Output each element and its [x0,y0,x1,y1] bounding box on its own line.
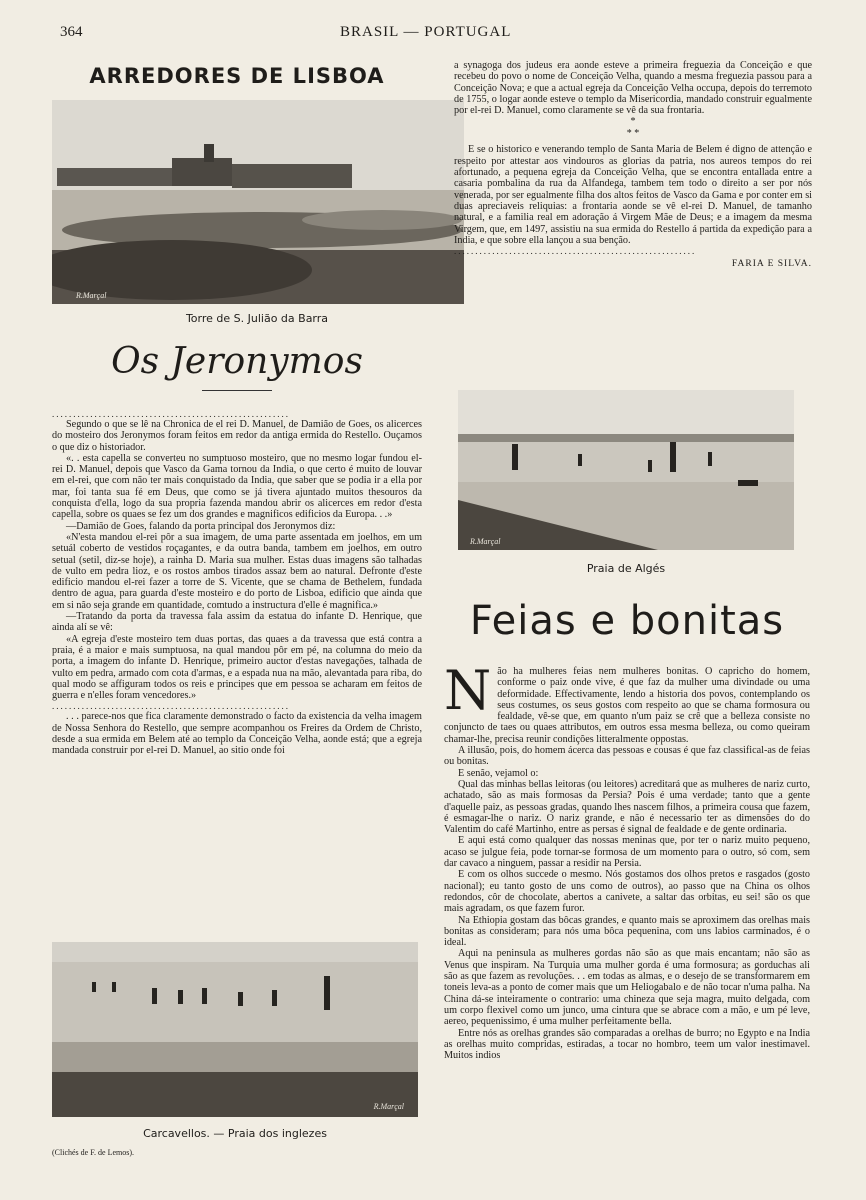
photo1-caption: Torre de S. Julião da Barra [185,312,329,325]
drop-cap: N [444,659,492,722]
paragraph: —Tratando da porta da travessa fala assim da estatua do infante D. Henrique, que ainda alí se vê: [52,611,422,634]
ellipsis-row: ......................................................... [454,246,697,257]
paragraph: «A egreja d'este mosteiro tem duas portas, das quaes a da travessa que está contra a praia, é a maior e mais sumptuosa, na qual mandou pôr em pé, na columna do meio da porta, a imagem do infante D. Henrique, primeiro auctor d'estas navegações, talhada de vulto em pedra, armado com cota d'armas, e a espada nua na mão, alevantada para riba, do qual modo se affiguram todos os reis e principes que em pessoa se acharam em feitos de guerra e n'elles foram vencedores.» [52,633,422,702]
paragraph: —Damião de Goes, falando da porta principal dos Jeronymos diz: [66,520,336,532]
photo3-signature: R.Marçal [373,1102,404,1111]
photo-alges-block [458,390,794,575]
paragraph: «N'esta mandou el-rei pôr a sua imagem, de uma parte assentada em joelhos, em um setuál coberto de vestidos roçagantes, e da outra banda, tambem em joelhos, em outro setual (setil, diz-se hoje), a rainha D. Maria sua mulher. Estas duas imagens são talhadas de vulto em pedra lioz, e os rostos ambos tirados assaz bem ao natural. Defronte d'este edificio mandou el-rei fazer a torre de S. Vicente, que se chama de Bethelem, fundada dentro de agua, para guarda d'este mosteiro e do porto de Lisboa, edificio que ainda que em si não seja grande em quantidade, comtudo a instructura d'elle é magnifica.» [52,531,422,611]
left-column [52,60,422,757]
separator-star: * [630,116,636,128]
photo-torre-sao-juliao [52,100,464,304]
feias-section [444,588,810,1061]
right-column [454,60,812,270]
photo-torre-graphic [52,100,464,304]
photo-alges [458,390,794,550]
first-paragraph-text: ão ha mulheres feias nem mulheres bonitas. O capricho do homem, conforme o paiz onde vive, é que faz da mulher uma divindade ou uma deformidade. Effectivamente, lendo a historia dos povos, contemplando os seus costumes, os seus gostos com respeito ao que se chama formosura ou fealdade, vê-se que, em quanto n'um paiz se crê que a belleza consiste no conjuncto de taes ou quaes attributos, em outros essa mesma belleza, ou como queiram chamar-lhe, precisa reunir condições litteralmente oppostas. [444,666,810,745]
conceicao-body [454,60,812,270]
jeronymos-body [52,419,422,757]
photo-carcavellos-graphic [52,942,418,1117]
title-divider [202,390,272,391]
photo1-signature: R.Marçal [76,291,107,300]
paragraph: E senão, vejamol o: [458,767,539,779]
running-title: BRASIL — PORTUGAL [340,24,512,40]
photo-alges-graphic [458,390,794,550]
article-title-feias: Feias e bonitas [469,598,785,644]
paragraph: a synagoga dos judeus era aonde esteve a primeira freguezia da Conceição e que recebeu do povo o nome de Conceição Velha, quando a mesma freguezia passou para a Conceição Nova; e que a actual egreja da Conceição Velha occupa, depois do terremoto de 1755, o logar aonde esteve o templo da Misericordia, mandado construir egualmente por el-rei D. Manuel, como claramente se vê da sua frontaria. [454,60,812,117]
photo2-caption: Praia de Algés [586,562,666,575]
page-number: 364 [60,24,83,40]
photo2-signature: R.Marçal [470,537,501,546]
author-signature: FARIA E SILVA. [731,259,812,270]
photo-carcavellos-block [52,942,418,1157]
paragraph: Entre nós as orelhas grandes são comparadas a orelhas de burro; no Egypto e na India as orelhas muito compridas, estiradas, a tocar no hombro, teem um valor inestimavel. Muitos indios [444,1027,810,1062]
paragraph: Qual das minhas bellas leitoras (ou leitores) acreditará que as mulheres de nariz curto, achatado, são as mais formosas da Persia? Pois é uma verdade; tanto que a gente d'aquelle paiz, as pessoas gradas, quando lhes nascem filhos, a primeira cousa que fazem, é esmagar-lhe o nariz. O nariz grande, e não é necessario ter as dimensões do do Valentim do café Martinho, entre as persas é signal de fealdade e de gente ordinaria. [444,778,810,836]
paragraph: E se o historico e venerando templo de Santa Maria de Belem é digno de attenção e respeito por attestar aos vindouros as glorias da patria, nos aureos tempos do rei afortunado, a pequena egreja da Conceição Velha, que se encontra entallada entre a casaria pombalina da rua da Alfandega, tambem tem todo o direito a ser por nós venerada, por ser egualmente filha dos altos feitos de Vasco da Gama e por conter em si duas apreciaveis reliquias: a frontaria aonde se vê el-rei D. Manuel, de tamanho natural, e a familia real em adoração á Virgem Mãe de Deus; e a imagem da mesma Virgem, que, em 1497, assistiu na sua ermida do Restello á partida da expedição para a India, e que sobre ella lançou a sua benção. [454,144,812,246]
section-title: ARREDORES DE LISBOA [89,64,385,88]
paragraph: A illusão, pois, do homem ácerca das pessoas e cousas é que faz classifical-as de feias ou bonitas. [444,745,810,768]
paragraph [444,659,810,745]
photo3-caption: Carcavellos. — Praia dos inglezes [143,1127,327,1140]
paragraph: E com os olhos succede o mesmo. Nós gostamos dos olhos pretos e rasgados (gosto nacional); eu tanto gosto de uns como de outros), ao passo que na China os olhos redondos, côr de chocolate, abertos a canivete, a saltar das orbitas, eu sei! são os que mais agradam, os que fazem furor. [444,869,810,915]
ellipsis-row: ........................................................ [52,701,290,712]
paragraph: Aqui na peninsula as mulheres gordas não são as que mais encantam; não são as Venus que inspiram. Na Turquia uma mulher gorda é uma formosura; as gorduchas ali são as que fazem as revoluções. . . em todas as almas, e o desejo de se transformarem em toneis leva-as a ponto de comer mais que um Heliogabalo e de não tocar n'uma palha. Na China dá-se inteiramente o contrario: uma chineza que seja magra, muito delgada, com um corpo flexivel como um junco, uma cintura que se abrace com a mão, e um pé leve, aereo, pequenissimo, é uma mulher perfeitamente bella. [444,948,810,1028]
photo-carcavellos [52,942,418,1117]
paragraph: E aqui está como qualquer das nossas meninas que, por ter o nariz muito pequeno, acaso se julgue feia, pode tornar-se formosa de um momento para o outro, só com, sem dar cavaco a ninguem, passar a residir na Persia. [444,835,810,870]
photo-credit: (Clichés de F. de Lemos). [52,1148,135,1157]
paragraph: . . . parece-nos que fica claramente demonstrado o facto da existencia da velha imagem de Nossa Senhora do Restello, que sempre acompanhou os Freires da Ordem de Christo, desde a sua ermida em Belem até ao templo da Conceição Velha, aonde está; que a egreja mandada construir por el-rei D. Manuel, ao sitio onde foi [52,711,422,757]
paragraph: Na Ethiopia gostam das bôcas grandes, e quanto mais se aproximem das orelhas mais bonitas as consideram; para nós uma bôca pequenina, com uns labios carminados, é o ideal. [444,914,810,949]
ellipsis-row: ........................................................ [52,409,290,419]
paragraph: «. . esta capella se converteu no sumptuoso mosteiro, que no mesmo logar fundou el-rei D. Manuel, depois que Vasco da Gama tornou da India, o que certo é muito de louvar em el-rei, que com não ter mais conquistado da India, que saber que se podia ir a ella por mar, foi tanta sua fé em Deus, que como se já tivera ajuntado muitos thesouros da conquista d'ella, logo da sua propria fazenda mandou abrir os alicerces em redor d'esta capella, sobre os quaes se fez um dos grandes e magnificos edificios da Europa. . .» [52,452,422,521]
paragraph: Segundo o que se lê na Chronica de el rei D. Manuel, de Damião de Goes, os alicerces do mosteiro dos Jeronymos foram feitos em redor da antiga ermida do Restello. Ouçamos o que diz o historiador. [52,419,422,453]
article-title-jeronymos: Os Jeronymos [111,341,363,382]
separator-stars: * * [626,128,640,140]
feias-body [444,659,810,1062]
